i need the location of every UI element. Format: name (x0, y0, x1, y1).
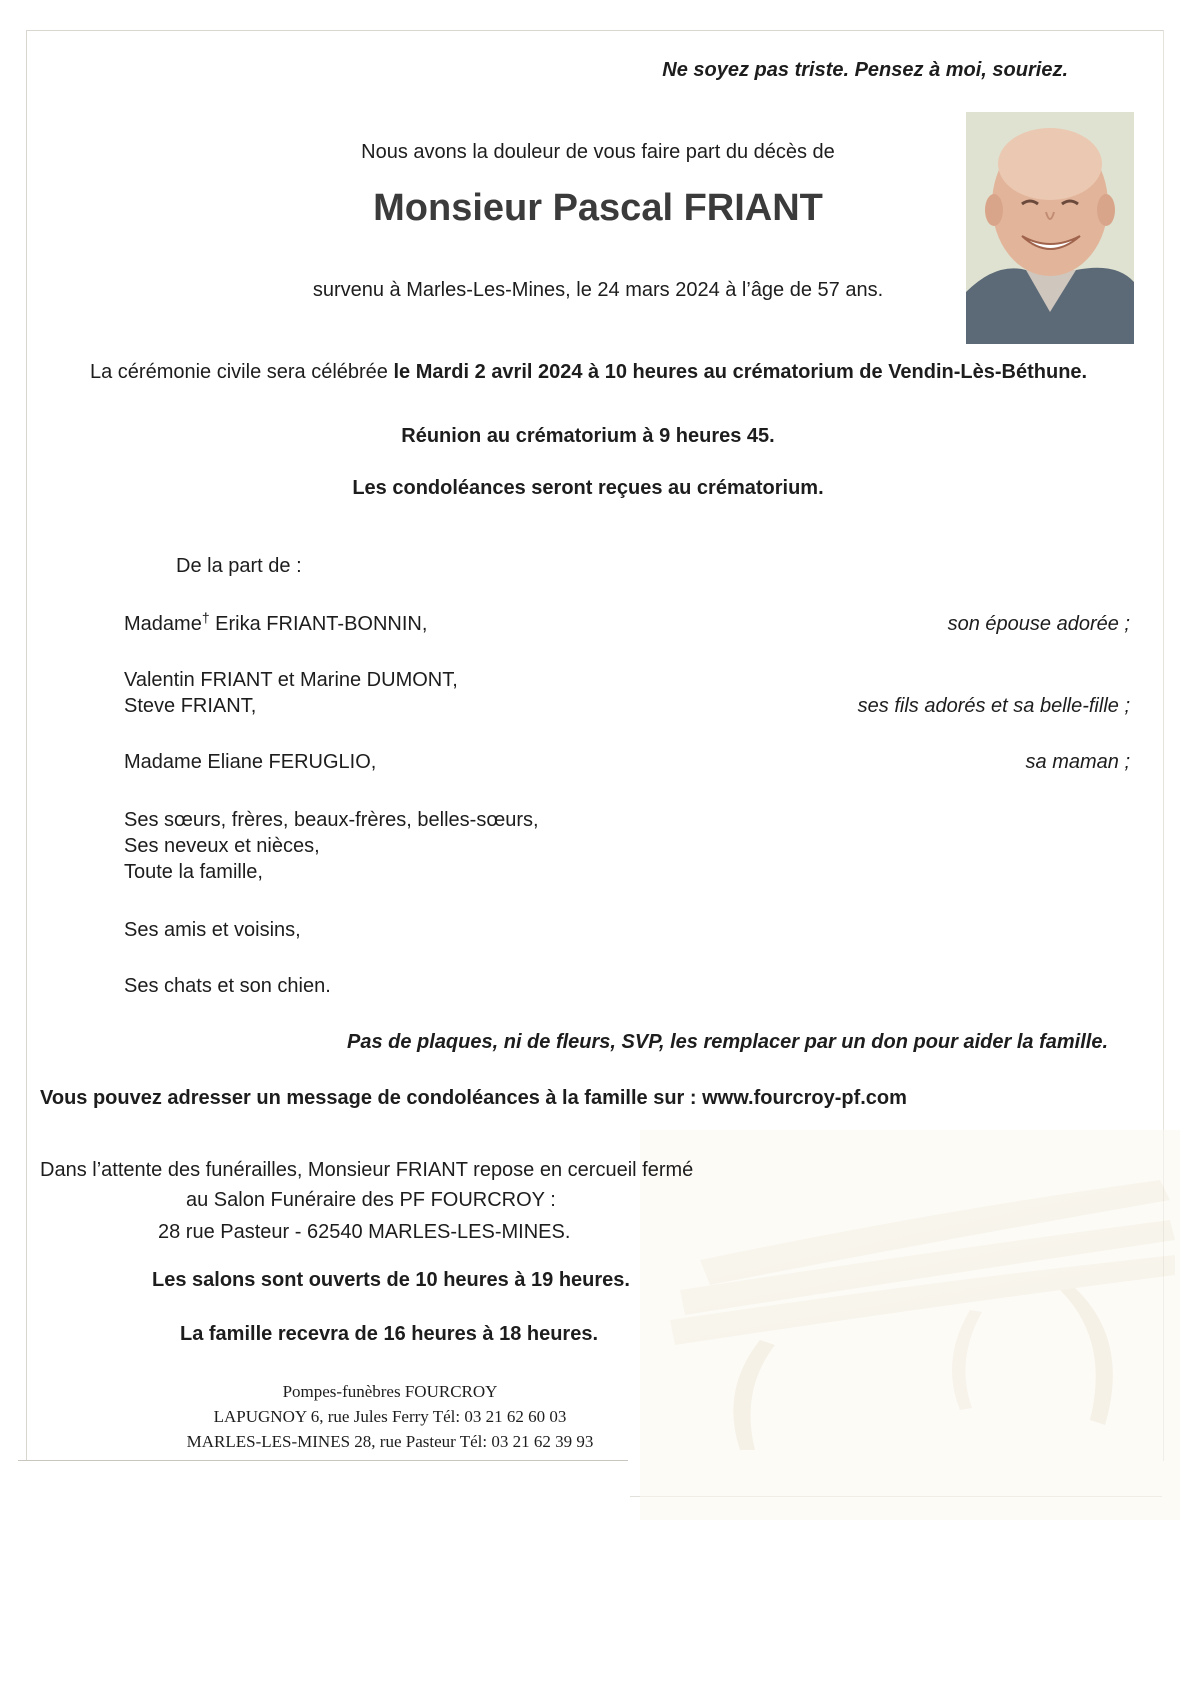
bench-watermark-image (640, 1090, 1180, 1520)
family-line: Ses sœurs, frères, beaux-frères, belles-sœurs, (124, 809, 539, 831)
family-line: Ses chats et son chien. (124, 975, 331, 997)
from-label: De la part de : (176, 555, 302, 577)
family-relation: ses fils adorés et sa belle-fille ; (857, 695, 1130, 717)
portrait-image (966, 112, 1134, 344)
ceremony-prefix: La cérémonie civile sera célébrée (90, 361, 394, 383)
dagger-symbol: † (201, 609, 210, 626)
family-hours: La famille recevra de 16 heures à 18 heures. (180, 1323, 599, 1345)
ceremony-details: le Mardi 2 avril 2024 à 10 heures au crématorium de Vendin-Lès-Béthune. (393, 361, 1088, 383)
rest-line-3: 28 rue Pasteur - 62540 MARLES-LES-MINES. (158, 1221, 571, 1243)
epigraph: Ne soyez pas triste. Pensez à moi, souriez. (662, 59, 1068, 81)
deceased-name: Monsieur Pascal FRIANT (373, 187, 823, 229)
family-line-text: Erika FRIANT-BONNIN, (215, 613, 428, 635)
family-relation: son épouse adorée ; (947, 613, 1130, 635)
family-line: Valentin FRIANT et Marine DUMONT, (124, 669, 458, 691)
family-line: Ses neveux et nièces, (124, 835, 320, 857)
family-line (124, 609, 428, 636)
meeting-info: Réunion au crématorium à 9 heures 45. (401, 425, 775, 447)
portrait-photo (966, 112, 1134, 344)
family-line: Steve FRIANT, (124, 695, 257, 717)
family-line: Toute la famille, (124, 861, 263, 883)
salon-hours: Les salons sont ouverts de 10 heures à 19 heures. (152, 1269, 630, 1291)
footer-address-1: LAPUGNOY 6, rue Jules Ferry Tél: 03 21 62 60 03 (213, 1407, 567, 1426)
rest-line-1: Dans l’attente des funérailles, Monsieur FRIANT repose en cercueil fermé (40, 1159, 694, 1181)
family-line-text: Madame (124, 613, 202, 635)
footer-address-2: MARLES-LES-MINES 28, rue Pasteur Tél: 03 21 62 39 93 (186, 1432, 594, 1451)
death-info: survenu à Marles-Les-Mines, le 24 mars 2024 à l’âge de 57 ans. (312, 279, 884, 301)
bottom-rule (18, 1460, 628, 1461)
condolences-info: Les condoléances seront reçues au crématorium. (352, 477, 824, 499)
rest-line-2: au Salon Funéraire des PF FOURCROY : (186, 1189, 556, 1211)
intro-text: Nous avons la douleur de vous faire part du décès de (361, 141, 835, 163)
family-line: Madame Eliane FERUGLIO, (124, 751, 377, 773)
family-line: Ses amis et voisins, (124, 919, 301, 941)
footer-company: Pompes-funèbres FOURCROY (282, 1382, 498, 1401)
ceremony-line (90, 360, 1087, 384)
family-relation: sa maman ; (1025, 751, 1130, 773)
no-flowers-note: Pas de plaques, ni de fleurs, SVP, les remplacer par un don pour aider la famille. (347, 1031, 1108, 1053)
online-message: Vous pouvez adresser un message de condoléances à la famille sur : www.fourcroy-pf.com (40, 1087, 907, 1109)
